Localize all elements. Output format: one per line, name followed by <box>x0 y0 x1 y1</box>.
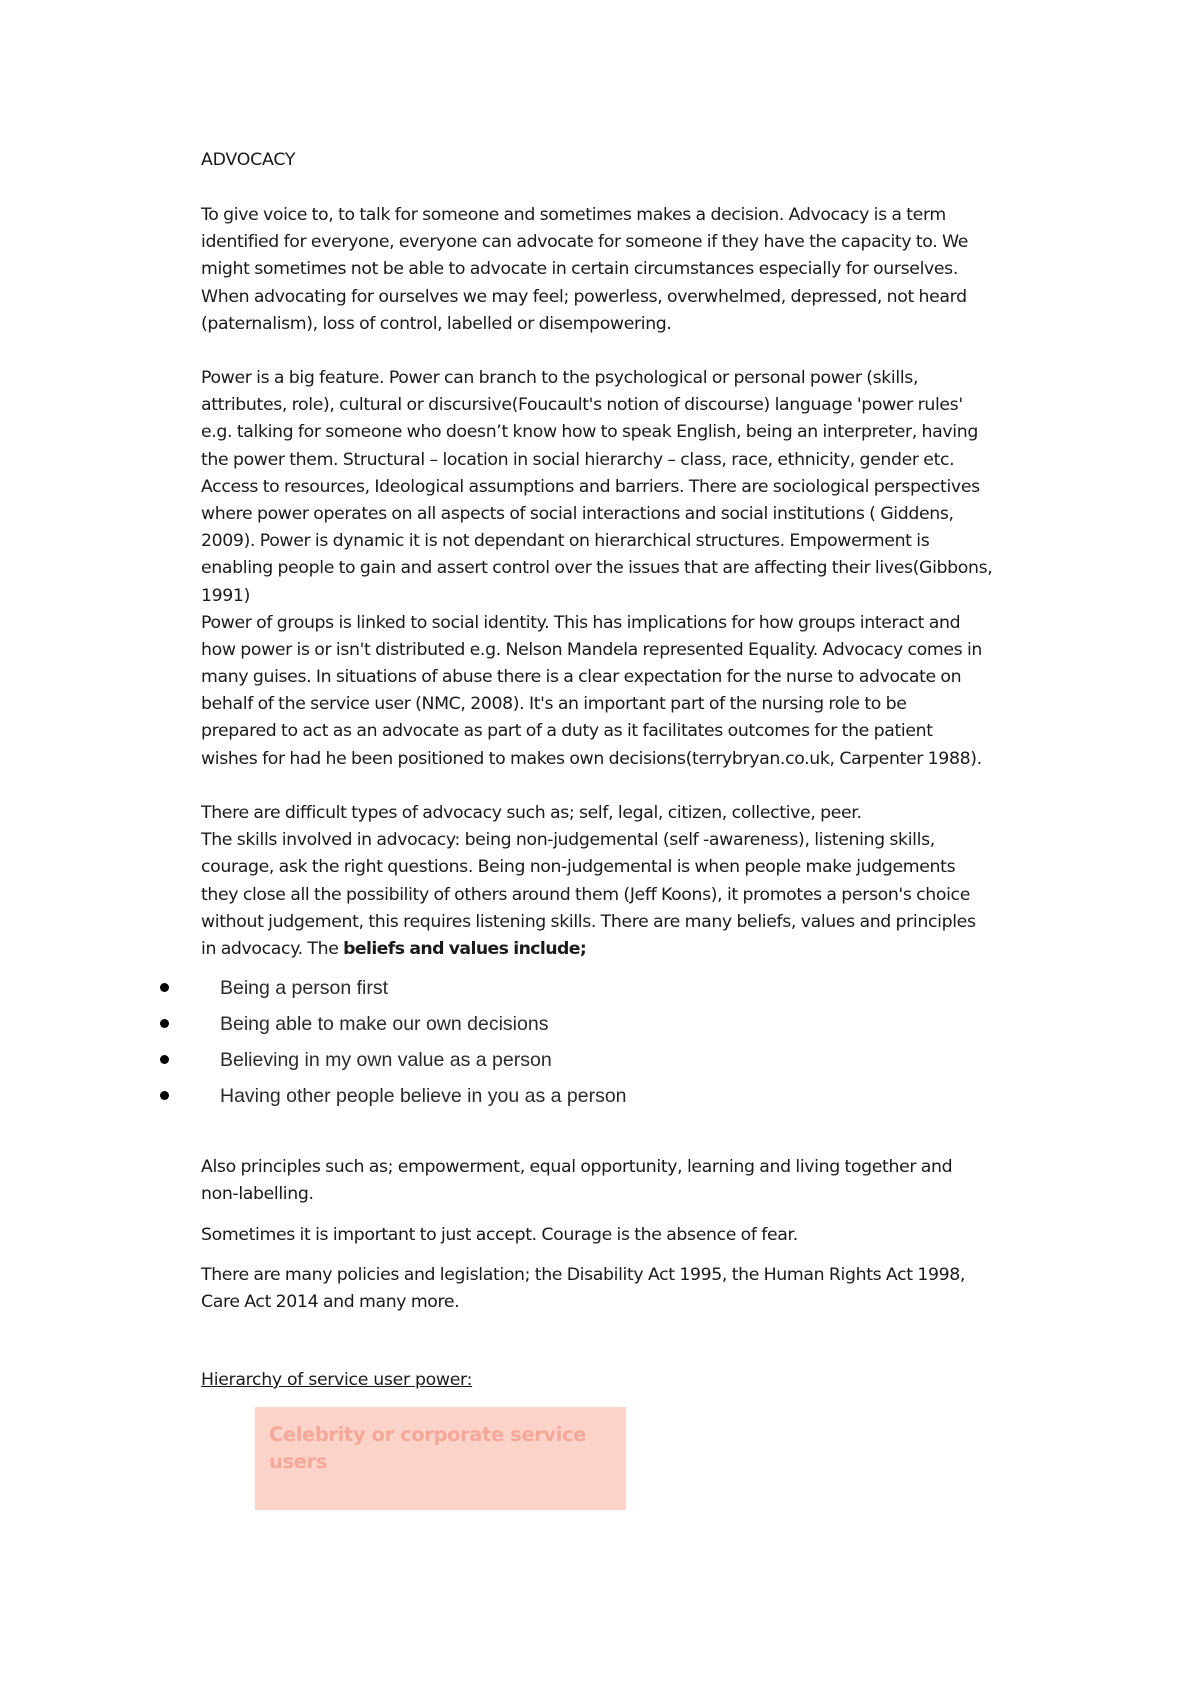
paragraph-definition <box>201 202 1081 338</box>
text-line: 2009). Power is dynamic it is not dependant on hierarchical structures. Empowerment is <box>201 531 930 552</box>
bullet-icon <box>160 1091 169 1100</box>
text-line: There are many policies and legislation; the Disability Act 1995, the Human Rights Act 1998, <box>201 1265 966 1285</box>
text-line: where power operates on all aspects of social interactions and social institutions ( Giddens, <box>201 503 954 524</box>
text-line: The skills involved in advocacy: being non-judgemental (self -awareness), listening skills, <box>201 830 935 851</box>
text-line: non-labelling. <box>201 1184 314 1205</box>
text-line: how power is or isn't distributed e.g. Nelson Mandela represented Equality. Advocacy comes in <box>201 639 982 660</box>
list-item-text: Having other people believe in you as a person <box>220 1085 627 1107</box>
text-line: Access to resources, Ideological assumptions and barriers. There are sociological perspectives <box>201 476 980 497</box>
text-line: e.g. talking for someone who doesn’t know how to speak English, being an interpreter, having <box>201 422 978 443</box>
list-item-text: Being able to make our own decisions <box>220 1013 549 1035</box>
paragraph-types-skills <box>201 800 1081 963</box>
text-line: There are difficult types of advocacy such as; self, legal, citizen, collective, peer. <box>201 803 862 823</box>
text-line: When advocating for ourselves we may feel; powerless, overwhelmed, depressed, not heard <box>201 286 967 307</box>
text-line: prepared to act as an advocate as part of a duty as it facilitates outcomes for the patient <box>201 721 933 742</box>
text-line: behalf of the service user (NMC, 2008). It's an important part of the nursing role to be <box>201 694 907 715</box>
bullet-icon <box>160 983 169 992</box>
text-line: might sometimes not be able to advocate in certain circumstances especially for ourselves. <box>201 259 958 280</box>
text-line: the power them. Structural – location in social hierarchy – class, race, ethnicity, gender etc. <box>201 449 955 470</box>
text-line: To give voice to, to talk for someone and sometimes makes a decision. Advocacy is a term <box>201 205 946 225</box>
text-line: Power of groups is linked to social identity. This has implications for how groups interact and <box>201 612 961 633</box>
hierarchy-box <box>255 1407 626 1510</box>
list-item-text: Being a person first <box>220 977 389 999</box>
text-line: identified for everyone, everyone can advocate for someone if they have the capacity to. We <box>201 232 968 253</box>
text-line: without judgement, this requires listening skills. There are many beliefs, values and principles <box>201 911 976 932</box>
hierarchy-box-label: Celebrity or corporate service users <box>269 1423 586 1473</box>
hierarchy-heading: Hierarchy of service user power: <box>201 1370 473 1390</box>
text-line: Care Act 2014 and many more. <box>201 1292 460 1313</box>
paragraph-courage <box>201 1222 1081 1249</box>
document-title: ADVOCACY <box>201 150 296 170</box>
text-line <box>201 936 1081 963</box>
bullet-icon <box>160 1055 169 1064</box>
text-line: Also principles such as; empowerment, equal opportunity, learning and living together and <box>201 1157 953 1177</box>
bullet-icon <box>160 1019 169 1028</box>
text-line: 1991) <box>201 585 250 606</box>
text-line: Sometimes it is important to just accept. Courage is the absence of fear. <box>201 1225 798 1245</box>
text-line: wishes for had he been positioned to makes own decisions(terrybryan.co.uk, Carpenter 1988). <box>201 748 982 769</box>
text-line: they close all the possibility of others around them (Jeff Koons), it promotes a person's choice <box>201 884 970 905</box>
bold-phrase: beliefs and values include; <box>343 938 587 959</box>
text-line: attributes, role), cultural or discursive(Foucault's notion of discourse) language 'power rules' <box>201 395 963 416</box>
text-line-prefix: in advocacy. The <box>201 938 344 959</box>
text-line: Power is a big feature. Power can branch to the psychological or personal power (skills, <box>201 368 919 388</box>
paragraph-principles <box>201 1154 1081 1208</box>
text-line: many guises. In situations of abuse there is a clear expectation for the nurse to advocate on <box>201 667 962 688</box>
text-line: courage, ask the right questions. Being non-judgemental is when people make judgements <box>201 857 956 878</box>
list-item-text: Believing in my own value as a person <box>220 1049 552 1071</box>
paragraph-power <box>201 365 1081 773</box>
text-line: enabling people to gain and assert control over the issues that are affecting their lives(Gibbons, <box>201 558 993 579</box>
text-line: (paternalism), loss of control, labelled or disempowering. <box>201 313 672 334</box>
paragraph-legislation <box>201 1262 1081 1316</box>
